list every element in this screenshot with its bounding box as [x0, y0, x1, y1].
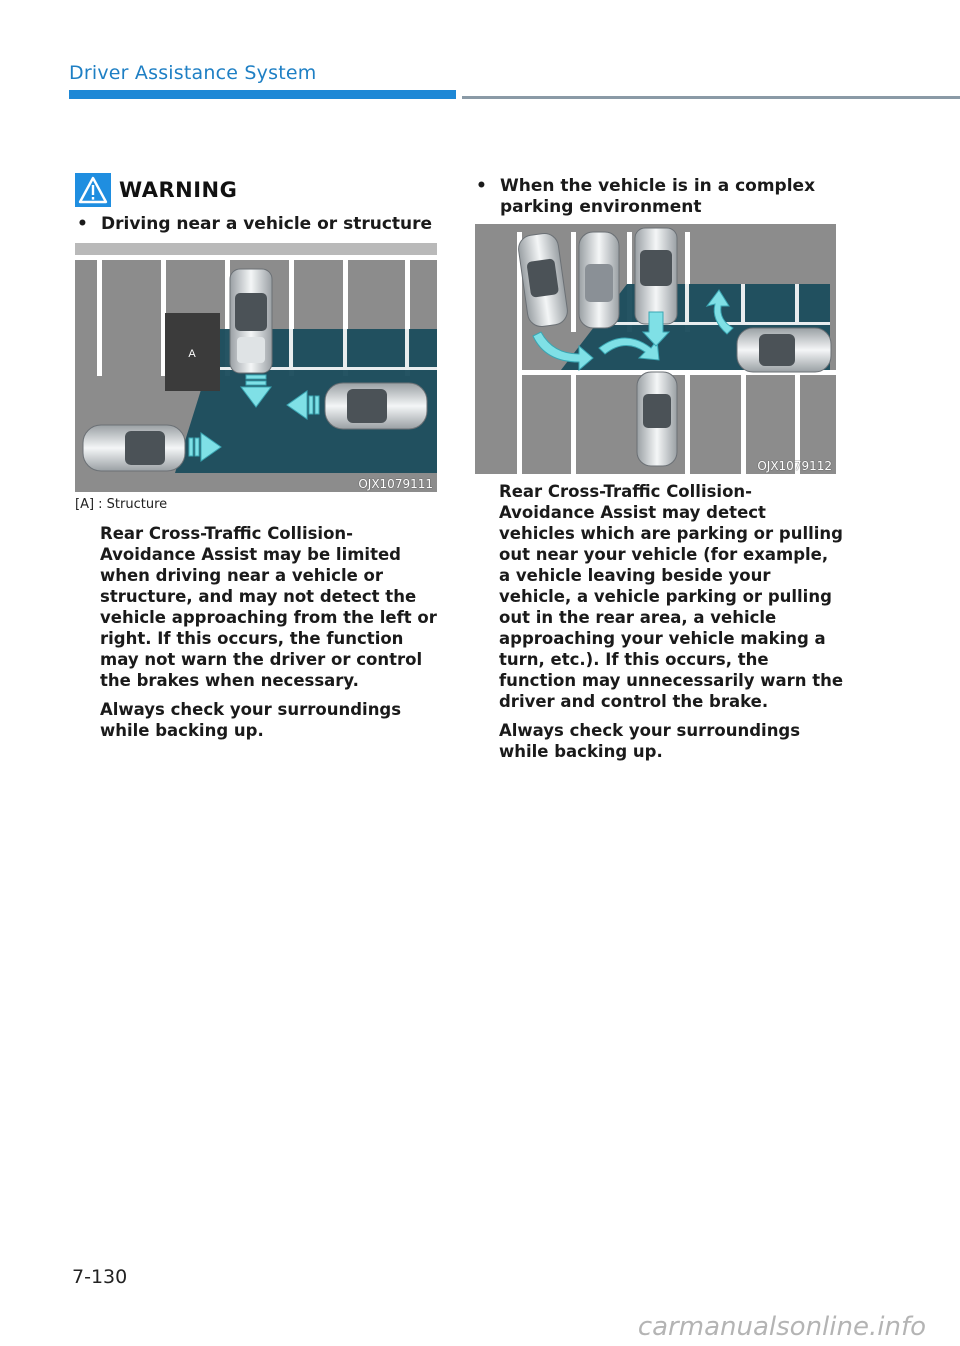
left-body — [100, 523, 440, 749]
left-paragraph-2: Always check your surroundings while backing up. — [100, 700, 402, 740]
bullet-dot: • — [77, 214, 88, 234]
figure-code: OJX1079112 — [757, 459, 832, 473]
structure-label: A — [188, 348, 196, 360]
header-rule-gray — [462, 96, 960, 99]
warning-title: WARNING — [119, 178, 238, 202]
warning-header — [75, 172, 237, 208]
parking-illustration-complex — [475, 224, 836, 474]
figure-code: OJX1079111 — [358, 477, 433, 491]
right-paragraph-1: Rear Cross-Traffic Collision-Avoidance Assist may detect vehicles which are parking or pulling out near your vehicle (for example, a vehicle leaving beside your vehicle, a vehicle parking or pulling out in the rear area, a vehicle approaching your vehicle making a turn, etc.). If this occurs, the function may unnecessarily warn the driver and control the brake. — [499, 482, 844, 711]
car-right-turning — [737, 328, 831, 372]
watermark-text: carmanualsonline.info — [637, 1312, 926, 1342]
section-title: Driver Assistance System — [69, 62, 317, 84]
header-rule-blue — [69, 90, 456, 99]
figure-complex-parking — [475, 224, 836, 474]
page-number: 7-130 — [72, 1266, 128, 1288]
bullet-complex-parking — [476, 176, 826, 218]
car-right — [325, 383, 427, 429]
car-top-middle-dark — [579, 232, 619, 328]
car-suv-rear — [230, 269, 272, 373]
bullet-dot: • — [476, 176, 487, 196]
left-paragraph-1: Rear Cross-Traffic Collision-Avoidance Assist may be limited when driving near a vehicle or structure, and may not detect the vehicle approaching from the left or right. If this occurs, the function may not warn the driver or control the brakes when necessary. — [100, 524, 437, 690]
car-suv — [635, 228, 677, 324]
bullet-driving-near-structure — [77, 214, 447, 235]
figure-caption: [A] : Structure — [75, 497, 168, 512]
right-body — [499, 481, 844, 770]
right-paragraph-2: Always check your surroundings while backing up. — [499, 721, 801, 761]
warning-triangle-icon — [75, 173, 111, 207]
bullet-text: Driving near a vehicle or structure — [101, 214, 433, 234]
car-left — [83, 425, 185, 471]
car-bottom-center — [637, 372, 677, 466]
figure-structure-scene — [75, 243, 437, 492]
bullet-text: When the vehicle is in a complex parking environment — [500, 176, 816, 217]
parking-illustration-structure — [75, 243, 437, 492]
